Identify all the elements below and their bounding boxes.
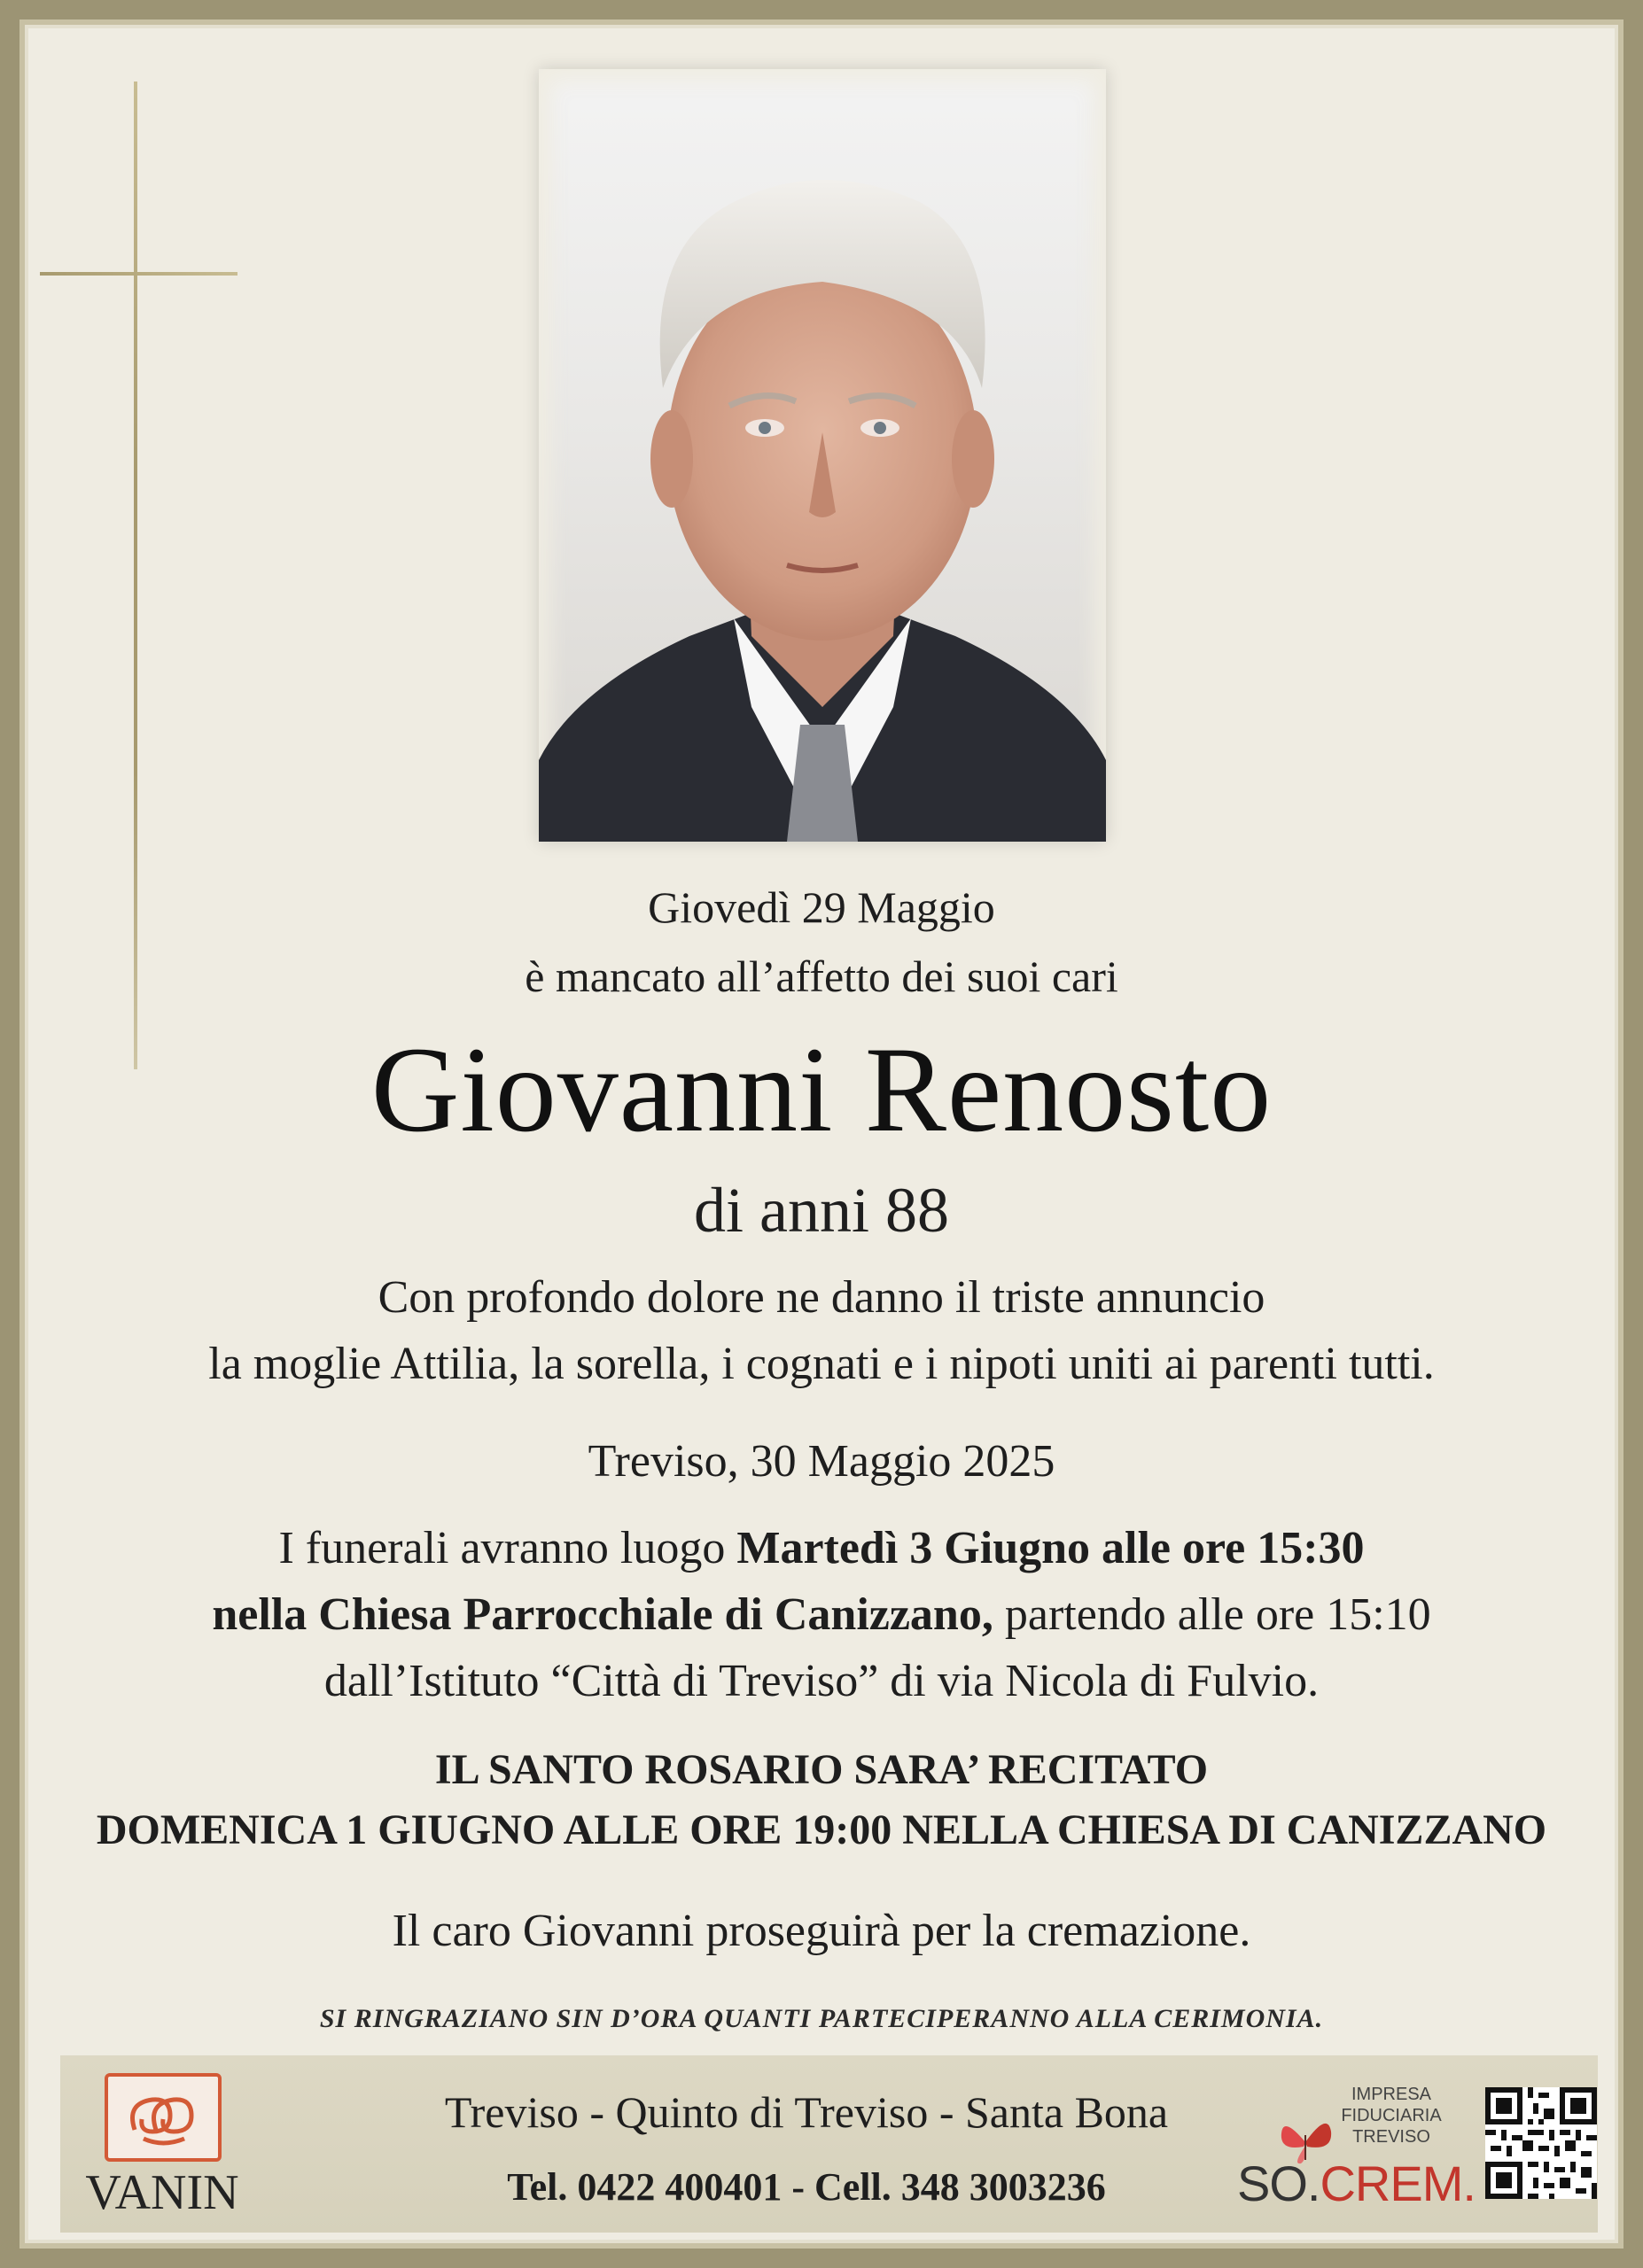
place-date: Treviso, 30 Maggio 2025 xyxy=(588,1436,1055,1487)
socrem-tagline xyxy=(1338,2084,1444,2148)
funeral-line-3: dall’Istituto “Città di Treviso” di via Nicola di Fulvio. xyxy=(323,1656,1320,1706)
socrem-line-2: FIDUCIARIA xyxy=(1341,2106,1442,2125)
announcement-line-1: Con profondo dolore ne danno il triste annuncio xyxy=(378,1272,1265,1323)
qr-code-icon xyxy=(1485,2087,1597,2199)
cremation-line: Il caro Giovanni proseguirà per la cremazione. xyxy=(392,1906,1251,1956)
funeral-line-1 xyxy=(0,1522,1643,1574)
thanks-line: SI RINGRAZIANO SIN D’ORA QUANTI PARTECIPERANNO ALLA CERIMONIA. xyxy=(319,2004,1324,2033)
portrait-photo xyxy=(539,69,1106,842)
rosary-line-2: DOMENICA 1 GIUGNO ALLE ORE 19:00 NELLA CHIESA DI CANIZZANO xyxy=(96,1806,1547,1853)
announcement-line-2: la moglie Attilia, la sorella, i cognati e i nipoti uniti ai parenti tutti. xyxy=(208,1339,1435,1389)
socrem-line-1: IMPRESA xyxy=(1351,2085,1432,2104)
rosary-line-1: IL SANTO ROSARIO SARA’ RECITATO xyxy=(434,1746,1209,1793)
deceased-name: Giovanni Renosto xyxy=(370,1021,1273,1157)
funeral-line-1-text: I funerali avranno luogo xyxy=(278,1523,737,1573)
footer-locations: Treviso - Quinto di Treviso - Santa Bona xyxy=(444,2087,1169,2137)
funeral-line-2 xyxy=(0,1588,1643,1641)
footer-phones: Tel. 0422 400401 - Cell. 348 3003236 xyxy=(507,2165,1106,2209)
funeral-church: nella Chiesa Parrocchiale di Canizzano, xyxy=(212,1589,993,1640)
socrem-line-3: TREVISO xyxy=(1352,2127,1430,2147)
vanin-label: VANIN xyxy=(85,2165,239,2220)
funeral-date-time: Martedì 3 Giugno alle ore 15:30 xyxy=(736,1523,1365,1573)
deceased-age: di anni 88 xyxy=(694,1175,949,1246)
intro-line: è mancato all’affetto dei suoi cari xyxy=(525,951,1118,1001)
socrem-crem: CREM. xyxy=(1320,2155,1476,2211)
vanin-logo-icon xyxy=(105,2073,222,2162)
funeral-departure: partendo alle ore 15:10 xyxy=(993,1589,1431,1640)
socrem-logo-text xyxy=(1237,2155,1476,2212)
date-line: Giovedì 29 Maggio xyxy=(648,882,995,932)
portrait-illustration xyxy=(539,69,1106,842)
cross-icon-arm xyxy=(40,272,237,276)
socrem-so: SO. xyxy=(1237,2155,1320,2211)
